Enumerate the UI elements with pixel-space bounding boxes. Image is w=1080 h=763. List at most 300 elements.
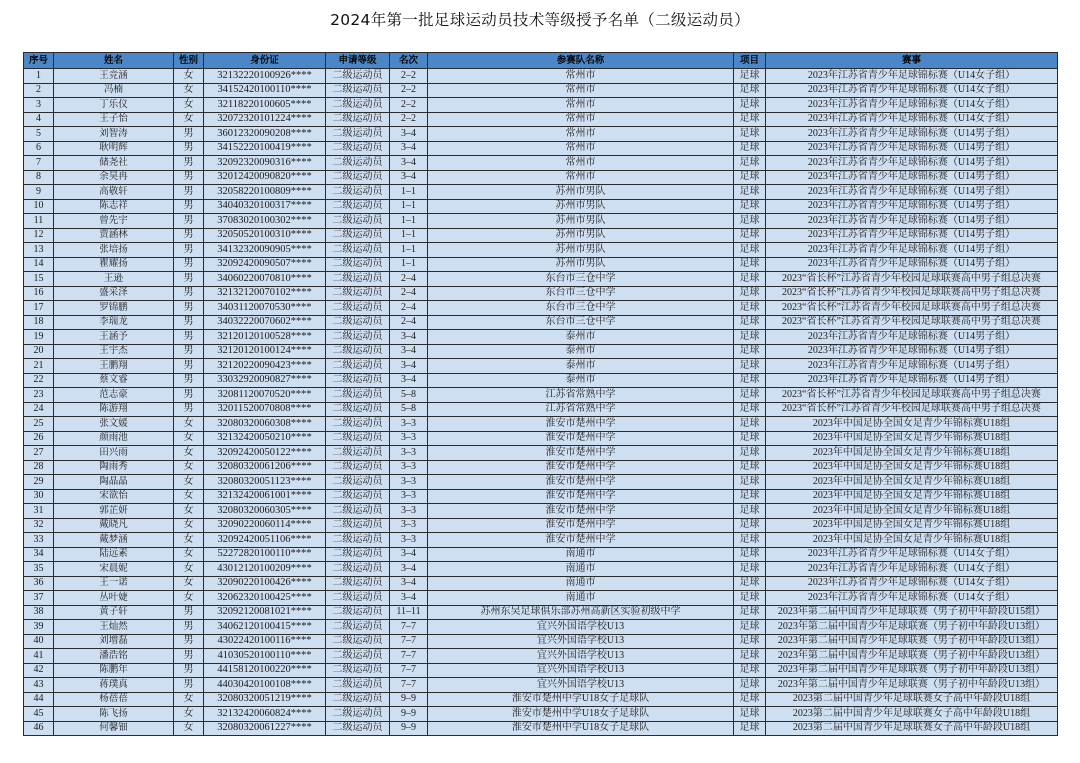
cell-team: 常州市 [428,170,734,185]
cell-sport: 足球 [734,475,766,490]
cell-level: 二级运动员 [326,330,390,345]
cell-sport: 足球 [734,634,766,649]
cell-event: 2023年中国足协全国女足青少年锦标赛U18组 [766,431,1058,446]
cell-rank: 1–1 [390,185,428,200]
cell-sport: 足球 [734,69,766,84]
table-row [24,330,1058,345]
table-row [24,286,1058,301]
cell-team: 东台市三仓中学 [428,272,734,287]
table-row [24,301,1058,316]
cell-event: 2023年江苏省青少年足球锦标赛（U14女子组） [766,112,1058,127]
cell-level: 二级运动员 [326,301,390,316]
cell-team: 淮安市楚州中学U18女子足球队 [428,721,734,736]
cell-team: 东台市三仓中学 [428,315,734,330]
cell-rank: 9–9 [390,707,428,722]
cell-level: 二级运动员 [326,373,390,388]
cell-id-number: 32080320061227**** [204,721,326,736]
cell-team: 南通市 [428,576,734,591]
cell-event: 2023年中国足协全国女足青少年锦标赛U18组 [766,489,1058,504]
cell-name: 罗锦鹏 [54,301,174,316]
cell-event: 2023年江苏省青少年足球锦标赛（U14男子组） [766,170,1058,185]
table-row [24,141,1058,156]
cell-gender: 男 [174,156,204,171]
cell-id-number: 32012420090820**** [204,170,326,185]
cell-index: 46 [24,721,54,736]
cell-team: 常州市 [428,156,734,171]
cell-id-number: 32062320100425**** [204,591,326,606]
cell-level: 二级运动员 [326,69,390,84]
cell-name: 贾涵林 [54,228,174,243]
cell-sport: 足球 [734,533,766,548]
cell-index: 18 [24,315,54,330]
cell-rank: 3–4 [390,373,428,388]
cell-team: 淮安市楚州中学 [428,460,734,475]
cell-id-number: 32090220100426**** [204,576,326,591]
cell-id-number: 34132320090905**** [204,243,326,258]
cell-gender: 男 [174,214,204,229]
cell-rank: 2–2 [390,98,428,113]
cell-gender: 女 [174,83,204,98]
cell-id-number: 32090220060114**** [204,518,326,533]
cell-level: 二级运动员 [326,243,390,258]
cell-level: 二级运动员 [326,707,390,722]
table-row [24,707,1058,722]
cell-gender: 女 [174,576,204,591]
cell-event: 2023年江苏省青少年足球锦标赛（U14男子组） [766,141,1058,156]
table-row [24,591,1058,606]
cell-event: 2023年第二届中国青少年足球联赛（男子初中年龄段U13组） [766,634,1058,649]
cell-index: 8 [24,170,54,185]
cell-rank: 3–4 [390,591,428,606]
cell-index: 43 [24,678,54,693]
cell-level: 二级运动员 [326,402,390,417]
cell-team: 苏州市男队 [428,214,734,229]
cell-gender: 男 [174,257,204,272]
cell-id-number: 34062120100415**** [204,620,326,635]
table-row [24,721,1058,736]
cell-event: 2023年第二届中国青少年足球联赛（男子初中年龄段U13组） [766,620,1058,635]
cell-sport: 足球 [734,417,766,432]
cell-index: 40 [24,634,54,649]
cell-sport: 足球 [734,707,766,722]
cell-event: 2023年中国足协全国女足青少年锦标赛U18组 [766,417,1058,432]
cell-sport: 足球 [734,605,766,620]
cell-gender: 女 [174,547,204,562]
cell-sport: 足球 [734,460,766,475]
cell-name: 陶雨秀 [54,460,174,475]
table-row [24,663,1058,678]
cell-gender: 男 [174,373,204,388]
table-row [24,228,1058,243]
cell-id-number: 33032920090827**** [204,373,326,388]
cell-team: 南通市 [428,562,734,577]
cell-event: 2023“省长杯”江苏省青少年校园足球联赛高中男子组总决赛 [766,286,1058,301]
cell-sport: 足球 [734,518,766,533]
cell-gender: 男 [174,272,204,287]
cell-index: 29 [24,475,54,490]
cell-index: 23 [24,388,54,403]
cell-rank: 3–4 [390,156,428,171]
cell-name: 高敬轩 [54,185,174,200]
cell-rank: 3–3 [390,533,428,548]
cell-sport: 足球 [734,257,766,272]
cell-index: 10 [24,199,54,214]
cell-level: 二级运动员 [326,98,390,113]
cell-name: 盛采泽 [54,286,174,301]
cell-event: 2023年江苏省青少年足球锦标赛（U14女子组） [766,98,1058,113]
cell-sport: 足球 [734,359,766,374]
cell-index: 32 [24,518,54,533]
cell-team: 东台市三仓中学 [428,301,734,316]
cell-id-number: 32080320051123**** [204,475,326,490]
cell-id-number: 32132420060824**** [204,707,326,722]
cell-name: 丛叶婕 [54,591,174,606]
cell-name: 颜雨池 [54,431,174,446]
cell-team: 东台市三仓中学 [428,286,734,301]
cell-id-number: 32050520100310**** [204,228,326,243]
table-row [24,359,1058,374]
header-rank: 名次 [390,53,428,69]
cell-team: 苏州市男队 [428,228,734,243]
cell-gender: 女 [174,417,204,432]
cell-rank: 3–3 [390,446,428,461]
cell-sport: 足球 [734,301,766,316]
cell-rank: 3–4 [390,127,428,142]
cell-index: 42 [24,663,54,678]
cell-level: 二级运动员 [326,214,390,229]
cell-gender: 男 [174,663,204,678]
cell-index: 34 [24,547,54,562]
cell-level: 二级运动员 [326,286,390,301]
cell-level: 二级运动员 [326,663,390,678]
cell-name: 曾先宇 [54,214,174,229]
cell-event: 2023年江苏省青少年足球锦标赛（U14男子组） [766,214,1058,229]
cell-level: 二级运动员 [326,605,390,620]
cell-event: 2023年江苏省青少年足球锦标赛（U14男子组） [766,185,1058,200]
cell-level: 二级运动员 [326,692,390,707]
cell-level: 二级运动员 [326,721,390,736]
cell-event: 2023年中国足协全国女足青少年锦标赛U18组 [766,475,1058,490]
table-row [24,518,1058,533]
cell-event: 2023“省长杯”江苏省青少年校园足球联赛高中男子组总决赛 [766,402,1058,417]
cell-gender: 男 [174,330,204,345]
cell-event: 2023年江苏省青少年足球锦标赛（U14男子组） [766,127,1058,142]
cell-name: 戴晓凡 [54,518,174,533]
cell-name: 陈鹏年 [54,663,174,678]
header-sport: 项目 [734,53,766,69]
cell-id-number: 52272820100110**** [204,547,326,562]
cell-gender: 男 [174,649,204,664]
cell-level: 二级运动员 [326,504,390,519]
cell-index: 3 [24,98,54,113]
cell-index: 21 [24,359,54,374]
cell-sport: 足球 [734,692,766,707]
cell-team: 江苏省常熟中学 [428,402,734,417]
cell-level: 二级运动员 [326,591,390,606]
cell-rank: 3–4 [390,330,428,345]
cell-team: 宜兴外国语学校U13 [428,634,734,649]
table-row [24,98,1058,113]
cell-rank: 2–2 [390,83,428,98]
cell-level: 二级运动员 [326,562,390,577]
table-row [24,257,1058,272]
cell-gender: 男 [174,199,204,214]
cell-name: 冯楠 [54,83,174,98]
cell-id-number: 32080320060305**** [204,504,326,519]
cell-team: 泰州市 [428,330,734,345]
table-row [24,562,1058,577]
cell-team: 淮安市楚州中学U18女子足球队 [428,692,734,707]
cell-index: 31 [24,504,54,519]
cell-team: 泰州市 [428,373,734,388]
cell-event: 2023年江苏省青少年足球锦标赛（U14男子组） [766,373,1058,388]
cell-id-number: 32080320060308**** [204,417,326,432]
cell-id-number: 44158120100220**** [204,663,326,678]
cell-gender: 女 [174,112,204,127]
table-row [24,214,1058,229]
cell-level: 二级运动员 [326,518,390,533]
cell-rank: 3–3 [390,504,428,519]
cell-level: 二级运动员 [326,489,390,504]
cell-name: 丁乐仪 [54,98,174,113]
cell-sport: 足球 [734,562,766,577]
cell-sport: 足球 [734,721,766,736]
cell-index: 27 [24,446,54,461]
cell-event: 2023年江苏省青少年足球锦标赛（U14男子组） [766,330,1058,345]
cell-level: 二级运动员 [326,272,390,287]
cell-id-number: 32132120070102**** [204,286,326,301]
cell-team: 常州市 [428,69,734,84]
table-row [24,605,1058,620]
cell-index: 9 [24,185,54,200]
cell-sport: 足球 [734,489,766,504]
cell-sport: 足球 [734,98,766,113]
table-row [24,634,1058,649]
cell-rank: 7–7 [390,620,428,635]
cell-index: 33 [24,533,54,548]
cell-name: 黄子轩 [54,605,174,620]
table-row [24,446,1058,461]
cell-rank: 3–3 [390,431,428,446]
cell-rank: 1–1 [390,228,428,243]
cell-sport: 足球 [734,112,766,127]
cell-team: 苏州市男队 [428,257,734,272]
cell-index: 24 [24,402,54,417]
table-row [24,373,1058,388]
cell-gender: 男 [174,228,204,243]
cell-team: 淮安市楚州中学 [428,518,734,533]
cell-gender: 男 [174,605,204,620]
cell-rank: 3–4 [390,359,428,374]
cell-team: 苏州市男队 [428,199,734,214]
cell-name: 刘增磊 [54,634,174,649]
cell-gender: 女 [174,721,204,736]
table-row [24,170,1058,185]
cell-rank: 7–7 [390,663,428,678]
cell-name: 王涵予 [54,330,174,345]
cell-event: 2023年第二届中国青少年足球联赛（男子初中年龄段U13组） [766,649,1058,664]
cell-index: 13 [24,243,54,258]
cell-name: 蔡文睿 [54,373,174,388]
cell-sport: 足球 [734,373,766,388]
cell-level: 二级运动员 [326,678,390,693]
cell-event: 2023第二届中国青少年足球联赛女子高中年龄段U18组 [766,721,1058,736]
cell-sport: 足球 [734,315,766,330]
cell-team: 苏州市男队 [428,185,734,200]
cell-team: 淮安市楚州中学 [428,475,734,490]
cell-index: 2 [24,83,54,98]
cell-index: 6 [24,141,54,156]
cell-team: 淮安市楚州中学U18女子足球队 [428,707,734,722]
cell-event: 2023年中国足协全国女足青少年锦标赛U18组 [766,533,1058,548]
cell-name: 田兴雨 [54,446,174,461]
cell-rank: 5–8 [390,388,428,403]
cell-id-number: 32118220100605**** [204,98,326,113]
cell-rank: 3–3 [390,475,428,490]
cell-gender: 男 [174,344,204,359]
table-row [24,431,1058,446]
cell-gender: 男 [174,185,204,200]
cell-index: 16 [24,286,54,301]
cell-event: 2023年江苏省青少年足球锦标赛（U14男子组） [766,257,1058,272]
cell-index: 17 [24,301,54,316]
cell-gender: 男 [174,634,204,649]
cell-sport: 足球 [734,620,766,635]
cell-name: 王竞涵 [54,69,174,84]
cell-id-number: 37083020100302**** [204,214,326,229]
cell-team: 泰州市 [428,359,734,374]
table-row [24,504,1058,519]
cell-event: 2023年江苏省青少年足球锦标赛（U14男子组） [766,359,1058,374]
cell-name: 陈志祥 [54,199,174,214]
cell-sport: 足球 [734,576,766,591]
cell-name: 王一诺 [54,576,174,591]
table-row [24,243,1058,258]
cell-team: 淮安市楚州中学 [428,533,734,548]
cell-name: 张培扬 [54,243,174,258]
cell-team: 常州市 [428,112,734,127]
cell-name: 王灿然 [54,620,174,635]
cell-id-number: 32080320051219**** [204,692,326,707]
cell-level: 二级运动员 [326,649,390,664]
cell-gender: 男 [174,243,204,258]
cell-level: 二级运动员 [326,199,390,214]
cell-index: 12 [24,228,54,243]
cell-id-number: 32092320090316**** [204,156,326,171]
cell-team: 宜兴外国语学校U13 [428,649,734,664]
cell-event: 2023年江苏省青少年足球锦标赛（U14男子组） [766,228,1058,243]
cell-event: 2023“省长杯”江苏省青少年校园足球联赛高中男子组总决赛 [766,301,1058,316]
header-name: 姓名 [54,53,174,69]
cell-event: 2023年中国足协全国女足青少年锦标赛U18组 [766,460,1058,475]
cell-name: 王逊 [54,272,174,287]
cell-rank: 9–9 [390,692,428,707]
table-row [24,417,1058,432]
cell-name: 宋欲怡 [54,489,174,504]
table-row [24,127,1058,142]
cell-name: 余昊冉 [54,170,174,185]
cell-index: 35 [24,562,54,577]
cell-id-number: 32072320101224**** [204,112,326,127]
cell-sport: 足球 [734,272,766,287]
cell-gender: 男 [174,620,204,635]
cell-rank: 2–4 [390,315,428,330]
cell-id-number: 43012120100209**** [204,562,326,577]
cell-gender: 男 [174,141,204,156]
table-row [24,156,1058,171]
cell-level: 二级运动员 [326,634,390,649]
cell-team: 淮安市楚州中学 [428,431,734,446]
cell-level: 二级运动员 [326,257,390,272]
cell-sport: 足球 [734,431,766,446]
cell-sport: 足球 [734,388,766,403]
cell-id-number: 32092420051106**** [204,533,326,548]
cell-team: 南通市 [428,591,734,606]
cell-sport: 足球 [734,446,766,461]
cell-level: 二级运动员 [326,127,390,142]
cell-id-number: 34152420100110**** [204,83,326,98]
athlete-table [23,52,1058,736]
cell-gender: 男 [174,286,204,301]
cell-sport: 足球 [734,678,766,693]
cell-id-number: 34040320100317**** [204,199,326,214]
cell-level: 二级运动员 [326,620,390,635]
cell-rank: 2–2 [390,69,428,84]
cell-sport: 足球 [734,214,766,229]
cell-team: 常州市 [428,83,734,98]
cell-gender: 男 [174,388,204,403]
table-row [24,678,1058,693]
cell-index: 25 [24,417,54,432]
cell-level: 二级运动员 [326,228,390,243]
cell-id-number: 32132420061001**** [204,489,326,504]
cell-level: 二级运动员 [326,344,390,359]
cell-event: 2023年第二届中国青少年足球联赛（男子初中年龄段U13组） [766,663,1058,678]
cell-index: 20 [24,344,54,359]
table-row [24,692,1058,707]
cell-rank: 1–1 [390,199,428,214]
cell-rank: 2–2 [390,112,428,127]
cell-sport: 足球 [734,228,766,243]
cell-name: 杨蓓蓓 [54,692,174,707]
cell-id-number: 34031120070530**** [204,301,326,316]
cell-index: 30 [24,489,54,504]
header-level: 申请等级 [326,53,390,69]
cell-sport: 足球 [734,344,766,359]
cell-event: 2023年江苏省青少年足球锦标赛（U14女子组） [766,562,1058,577]
cell-id-number: 34060220070810**** [204,272,326,287]
cell-name: 郭芷妍 [54,504,174,519]
cell-sport: 足球 [734,243,766,258]
cell-sport: 足球 [734,170,766,185]
cell-name: 陈游翔 [54,402,174,417]
cell-gender: 女 [174,533,204,548]
table-row [24,547,1058,562]
cell-id-number: 32120120100528**** [204,330,326,345]
cell-rank: 5–8 [390,402,428,417]
cell-id-number: 43022420100116**** [204,634,326,649]
cell-gender: 男 [174,315,204,330]
cell-rank: 3–4 [390,170,428,185]
cell-rank: 1–1 [390,257,428,272]
cell-id-number: 32132420050210**** [204,431,326,446]
table-row [24,69,1058,84]
cell-sport: 足球 [734,83,766,98]
cell-event: 2023第二届中国青少年足球联赛女子高中年龄段U18组 [766,692,1058,707]
cell-event: 2023年江苏省青少年足球锦标赛（U14男子组） [766,344,1058,359]
cell-id-number: 32132220100926**** [204,69,326,84]
cell-event: 2023第二届中国青少年足球联赛女子高中年龄段U18组 [766,707,1058,722]
